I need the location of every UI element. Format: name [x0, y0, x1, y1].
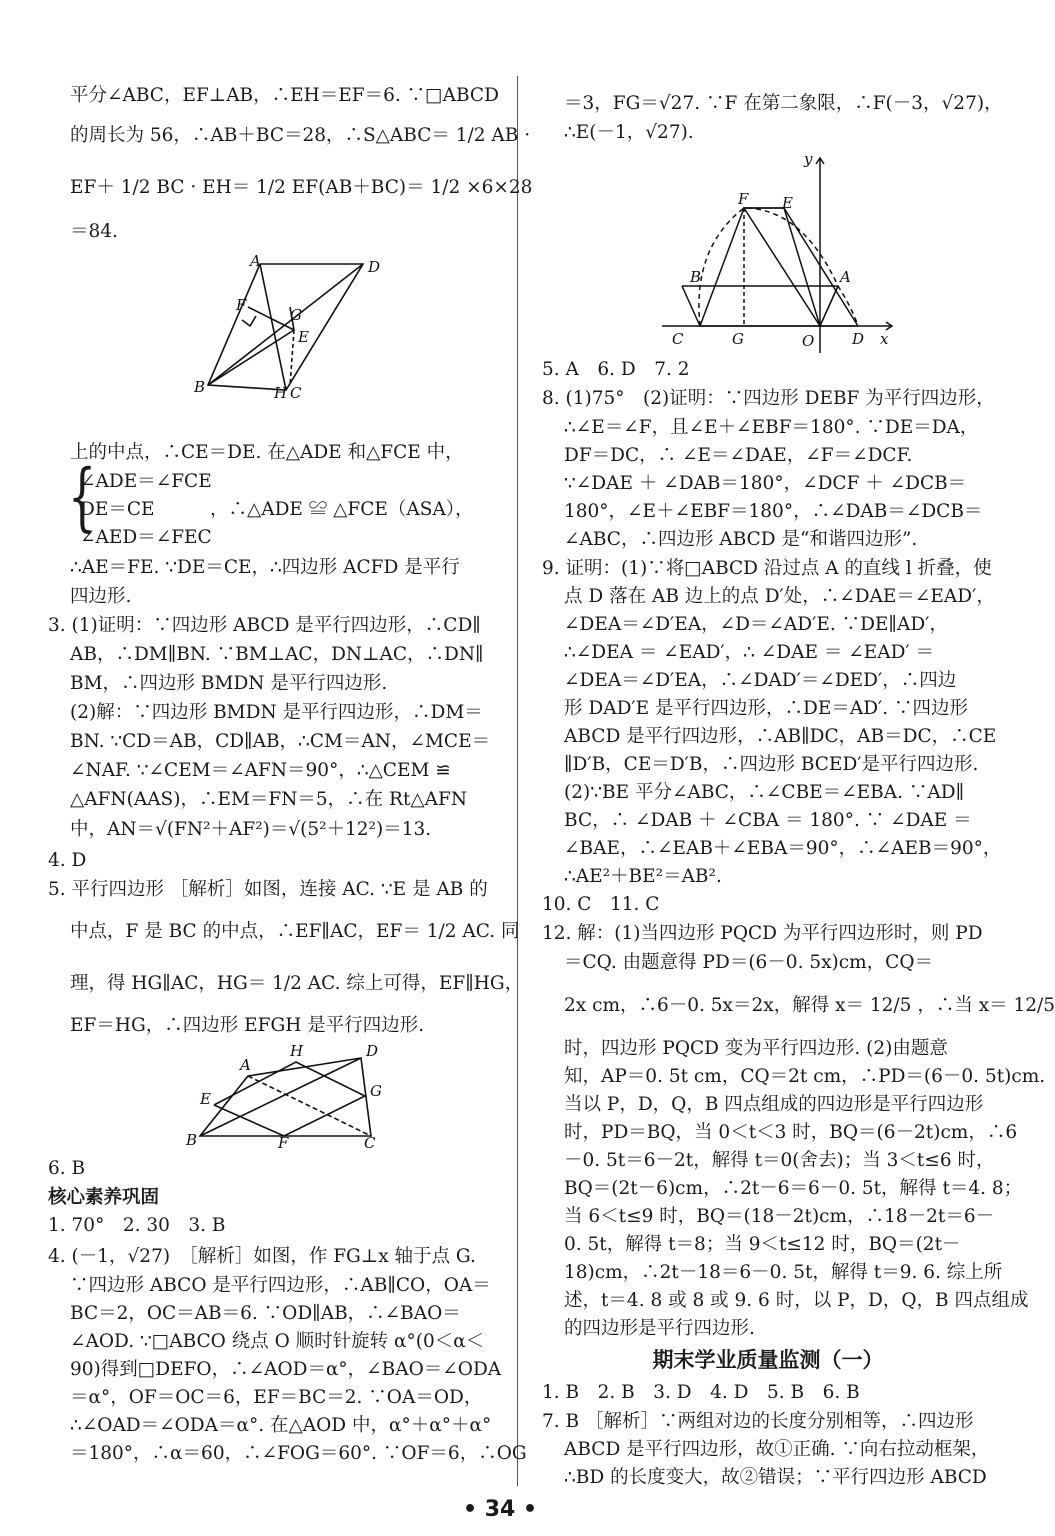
fig2-label: A [240, 1056, 251, 1074]
text-line: ＝α°，OF＝OC＝6，EF＝BC＝2. ∵OA＝OD， [70, 1387, 483, 1408]
text-line: 时，四边形 PQCD 变为平行四边形. (2)由题意 [564, 1038, 948, 1059]
text-line: 四边形. [70, 586, 132, 607]
text-line: BC＝2，OC＝AB＝6. ∵OD∥AB，∴∠BAO＝ [70, 1303, 461, 1324]
text-line: ∠BAE，∴∠EAB＋∠EBA＝90°，∴∠AEB＝90°， [564, 838, 1002, 859]
text-line: ∠DEA＝∠D′EA，∠D＝∠AD′E. ∵DE∥AD′， [564, 614, 948, 635]
text-line: 3. (1)证明：∵四边形 ABCD 是平行四边形，∴CD∥ [48, 615, 481, 636]
text-line: DE＝CE ，∴△ADE ≌ △FCE（ASA）， [80, 499, 474, 520]
text-line: ∴∠OAD＝∠ODA＝α°. 在△AOD 中，α°＋α°＋α° [70, 1415, 492, 1436]
text-line: EF＝HG，∴四边形 EFGH 是平行四边形. [70, 1015, 425, 1036]
text-line: ∴∠DEA ＝ ∠EAD′，∴ ∠DAE ＝ ∠EAD′ ＝ [564, 642, 935, 663]
fig3-label: y [804, 150, 813, 168]
text-line: ∴E(－1，√27). [564, 122, 694, 143]
text-line: 中点，F 是 BC 的中点，∴EF∥AC，EF＝ 1/2 AC. 同 [70, 921, 520, 942]
text-line: 的四边形是平行四边形. [564, 1318, 755, 1339]
brace-symbol: { [68, 454, 97, 540]
text-line: ＝3，FG＝√27. ∵F 在第二象限，∴F(－3，√27)， [564, 93, 1003, 114]
text-line: 形 DAD′E 是平行四边形，∴DE＝AD′. ∵四边形 [564, 698, 968, 719]
text-line: (2)解：∵四边形 BMDN 是平行四边形，∴DM＝ [70, 702, 483, 723]
text-line: ∠AOD. ∵□ABCO 绕点 O 顺时针旋转 α°(0＜α＜ [70, 1331, 485, 1352]
text-line: 5. 平行四边形 ［解析］如图，连接 AC. ∵E 是 AB 的 [48, 879, 488, 900]
text-line: ∠NAF. ∵∠CEM＝∠AFN＝90°，∴△CEM ≌ [70, 760, 451, 781]
text-line: ∠ABC，∴四边形 ABCD 是“和谐四边形”. [564, 529, 918, 550]
text-line: ABCD 是平行四边形，∴AB∥DC，AB＝DC，∴CE [564, 726, 997, 747]
text-line: ∴∠E＝∠F，且∠E＋∠EBF＝180°. ∵DE＝DA， [564, 417, 979, 438]
fig3-label: G [732, 330, 744, 348]
text-line: 述，t＝4. 8 或 8 或 9. 6 时，以 P，D，Q，B 四点组成 [564, 1290, 1029, 1311]
fig2-label: G [370, 1082, 382, 1100]
text-line: 180°，∠E＋∠EBF＝180°，∴∠DAB＝∠DCB＝ [564, 501, 983, 522]
fig1-label: B [194, 378, 206, 396]
text-line: BQ＝(2t－6)cm，∴2t－6＝6－0. 5t，解得 t＝4. 8； [564, 1178, 1023, 1199]
fig3-label: D [852, 330, 865, 348]
text-line: BC，∴ ∠DAB ＋ ∠CBA ＝ 180°. ∵ ∠DAE ＝ [564, 810, 972, 831]
answer-line: 5. A 6. D 7. 2 [542, 359, 690, 380]
text-line: 当以 P，D，Q，B 四点组成的四边形是平行四边形 [564, 1094, 984, 1115]
figure-parallelogram-1 [178, 252, 418, 402]
figure-coordinate-plane [652, 148, 902, 358]
text-line: 当 6＜t≤9 时，BQ＝(18－2t)cm，∴18－2t＝6－ [564, 1206, 995, 1227]
text-line: ∠AED＝∠FEC [80, 527, 212, 548]
text-line: 12. 解：(1)当四边形 PQCD 为平行四边形时，则 PD [542, 923, 983, 944]
text-line: (2)∵BE 平分∠ABC，∴∠CBE＝∠EBA. ∵AD∥ [564, 782, 965, 803]
text-line: BM，∴四边形 BMDN 是平行四边形. [70, 673, 388, 694]
fig2-label: C [364, 1134, 376, 1152]
text-line: EF＋ 1/2 BC · EH＝ 1/2 EF(AB＋BC)＝ 1/2 ×6×28 [70, 177, 533, 198]
text-line: ＝84. [70, 221, 118, 242]
fig3-label: F [738, 190, 749, 208]
text-line: ∴AE²＋BE²＝AB². [564, 866, 722, 887]
text-line: ∵四边形 ABCO 是平行四边形，∴AB∥CO，OA＝ [70, 1275, 491, 1296]
text-line: 0. 5t，解得 t＝8；当 9＜t≤12 时，BQ＝(2t－ [564, 1234, 961, 1255]
text-line: 2x cm，∴6－0. 5x＝2x，解得 x＝ 12/5 ，∴当 x＝ 12/5 [564, 995, 1055, 1016]
text-line: BN. ∵CD＝AB，CD∥AB，∴CM＝AN，∠MCE＝ [70, 731, 491, 752]
fig3-label: E [782, 194, 793, 212]
text-line: 8. (1)75° (2)证明：∵四边形 DEBF 为平行四边形， [542, 388, 995, 409]
text-line: 7. B ［解析］∵两组对边的长度分别相等，∴四边形 [542, 1411, 974, 1432]
answer-line: 6. B [48, 1158, 86, 1179]
text-line: 上的中点，∴CE＝DE. 在△ADE 和△FCE 中， [70, 442, 464, 463]
text-line: 知，AP＝0. 5t cm，CQ＝2t cm，∴PD＝(6－0. 5t)cm. [564, 1066, 1046, 1087]
fig2-label: H [290, 1042, 304, 1060]
answer-line: 10. C 11. C [542, 894, 660, 915]
fig1-label: D [368, 258, 381, 276]
answer-line: 1. B 2. B 3. D 4. D 5. B 6. B [542, 1382, 860, 1403]
fig1-label: C [290, 384, 302, 402]
text-line: 点 D 落在 AB 边上的点 D′处，∴∠DAE＝∠EAD′， [564, 586, 995, 607]
text-line: ∴AE＝FE. ∵DE＝CE，∴四边形 ACFD 是平行 [70, 557, 460, 578]
text-line: －0. 5t＝6－2t，解得 t＝0(舍去)；当 3＜t≤6 时， [564, 1150, 995, 1171]
text-line: ＝CQ. 由题意得 PD＝(6－0. 5x)cm，CQ＝ [564, 952, 933, 973]
fig2-label: B [186, 1131, 198, 1149]
fig1-label: H [274, 384, 288, 402]
page-number: • 34 • [462, 1497, 538, 1522]
text-line: 平分∠ABC，EF⊥AB，∴EH＝EF＝6. ∵□ABCD [70, 85, 499, 106]
text-line: 90)得到□DEFO，∴∠AOD＝α°，∠BAO＝∠ODA [70, 1359, 502, 1380]
text-line: 4. (－1，√27) ［解析］如图，作 FG⊥x 轴于点 G. [48, 1246, 476, 1267]
text-line: △AFN(AAS)，∴EM＝FN＝5，∴在 Rt△AFN [70, 789, 468, 810]
column-divider [517, 76, 518, 1486]
answer-line: 1. 70° 2. 30 3. B [48, 1215, 226, 1236]
fig3-label: x [880, 330, 889, 348]
fig3-label: A [840, 268, 851, 286]
fig3-label: C [672, 330, 684, 348]
text-line: 9. 证明：(1)∵将□ABCD 沿过点 A 的直线 l 折叠，使 [542, 558, 992, 579]
text-line: ABCD 是平行四边形，故①正确. ∵向右拉动框架， [564, 1439, 990, 1460]
text-line: 时，PD＝BQ，当 0＜t＜3 时，BQ＝(6－2t)cm，∴6 [564, 1122, 1018, 1143]
fig1-label: F [236, 296, 247, 314]
text-line: 的周长为 56，∴AB＋BC＝28，∴S△ABC＝ 1/2 AB · [70, 125, 531, 146]
answer-line: 4. D [48, 850, 87, 871]
fig3-label: B [690, 268, 702, 286]
text-line: DF＝DC，∴ ∠E＝∠DAE，∠F＝∠DCF. [564, 445, 913, 466]
text-line: ∥D′B，CE＝D′B，∴四边形 BCED′是平行四边形. [564, 754, 979, 775]
text-line: 中，AN＝√(FN²＋AF²)＝√(5²＋12²)＝13. [70, 819, 432, 840]
text-line: ∵∠DAE ＋ ∠DAB＝180°，∠DCF ＋ ∠DCB＝ [564, 473, 967, 494]
fig1-label: A [250, 252, 261, 270]
fig3-label: O [802, 332, 815, 350]
exam-title: 期末学业质量监测（一） [652, 1348, 884, 1372]
section-heading: 核心素养巩固 [48, 1187, 160, 1208]
text-line: 理，得 HG∥AC，HG＝ 1/2 AC. 综上可得，EF∥HG， [70, 973, 524, 994]
fig2-label: F [278, 1134, 289, 1152]
fig2-label: D [366, 1042, 379, 1060]
fig1-label: G [290, 306, 302, 324]
text-line: ∠ADE＝∠FCE [80, 471, 212, 492]
figure-quadrilateral-2 [178, 1040, 438, 1150]
text-line: AB，∴DM∥BN. ∵BM⊥AC，DN⊥AC，∴DN∥ [70, 644, 484, 665]
text-line: 18)cm，∴2t－18＝6－0. 5t，解得 t＝9. 6. 综上所 [564, 1262, 1003, 1283]
text-line: ∴BD 的长度变大，故②错误；∵平行四边形 ABCD [564, 1467, 987, 1488]
fig2-label: E [200, 1090, 211, 1108]
fig1-label: E [298, 328, 309, 346]
text-line: ＝180°，∴α＝60，∴∠FOG＝60°. ∵OF＝6，∴OG [70, 1443, 527, 1464]
text-line: ∠DEA＝∠D′EA，∴∠DAD′＝∠DED′，∴四边 [564, 670, 957, 691]
